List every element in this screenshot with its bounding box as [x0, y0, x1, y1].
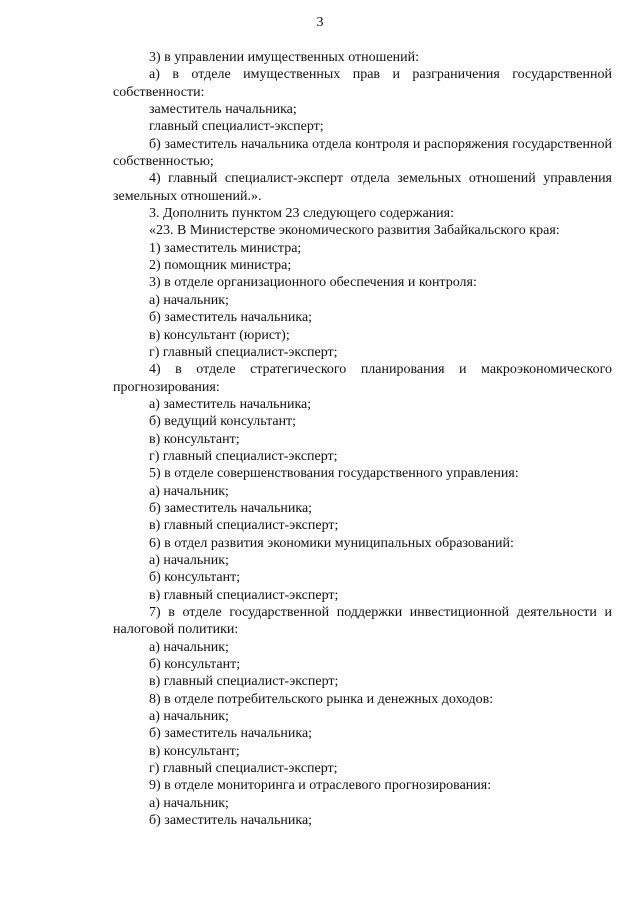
- list-item: б) консультант;: [149, 570, 241, 586]
- list-item: а) начальник;: [149, 292, 229, 308]
- list-item: б) консультант;: [149, 657, 241, 673]
- list-item: 5) в отделе совершенствования государственного управления:: [149, 466, 519, 482]
- list-item: а) начальник;: [149, 552, 229, 568]
- list-item: заместитель начальника;: [149, 102, 297, 118]
- section-heading: 3. Дополнить пунктом 23 следующего содержания:: [149, 206, 455, 222]
- list-item: 4) в отделе стратегического планирования и макроэкономического прогнозирования:: [113, 362, 612, 395]
- list-item: в) консультант (юрист);: [149, 327, 290, 343]
- list-item: 8) в отделе потребительского рынка и денежных доходов:: [149, 691, 494, 707]
- list-item: а) в отделе имущественных прав и разграничения государственной собственности:: [113, 67, 612, 100]
- list-item: б) заместитель начальника отдела контроля и распоряжения государственной собственностью;: [113, 136, 612, 170]
- page-number: 3: [316, 15, 324, 30]
- list-item: 4) главный специалист-эксперт отдела земельных отношений управления земельных отношений.».: [113, 171, 612, 204]
- list-item: а) начальник;: [149, 709, 229, 725]
- list-item: г) главный специалист-эксперт;: [149, 761, 338, 777]
- list-item: г) главный специалист-эксперт;: [149, 344, 338, 360]
- list-item: в) главный специалист-эксперт;: [149, 587, 339, 603]
- list-item: в) консультант;: [149, 431, 240, 447]
- list-item: 2) помощник министра;: [149, 258, 292, 274]
- list-item: в) консультант;: [149, 743, 240, 759]
- list-item: б) заместитель начальника;: [149, 726, 313, 742]
- list-item: а) начальник;: [149, 483, 229, 499]
- list-item: г) главный специалист-эксперт;: [149, 448, 338, 464]
- list-item: б) заместитель начальника;: [149, 500, 313, 516]
- list-item: а) заместитель начальника;: [149, 396, 312, 412]
- section-heading: «23. В Министерстве экономического развития Забайкальского края:: [149, 223, 560, 239]
- list-item: главный специалист-эксперт;: [149, 119, 324, 135]
- list-item: 7) в отделе государственной поддержки инвестиционной деятельности и налоговой политики:: [113, 605, 612, 638]
- section-heading: 3) в управлении имущественных отношений:: [149, 50, 420, 65]
- document-body: [113, 49, 612, 829]
- list-item: 3) в отделе организационного обеспечения и контроля:: [149, 275, 477, 291]
- list-item: б) ведущий консультант;: [149, 414, 297, 430]
- list-item: 9) в отделе мониторинга и отраслевого прогнозирования:: [149, 778, 492, 794]
- list-item: 1) заместитель министра;: [149, 240, 302, 256]
- list-item: 6) в отдел развития экономики муниципальных образований:: [149, 535, 514, 551]
- list-item: в) главный специалист-эксперт;: [149, 674, 339, 690]
- list-item: б) заместитель начальника;: [149, 813, 313, 829]
- list-item: в) главный специалист-эксперт;: [149, 518, 339, 534]
- list-item: б) заместитель начальника;: [149, 310, 313, 326]
- list-item: а) начальник;: [149, 639, 229, 655]
- list-item: а) начальник;: [149, 795, 229, 811]
